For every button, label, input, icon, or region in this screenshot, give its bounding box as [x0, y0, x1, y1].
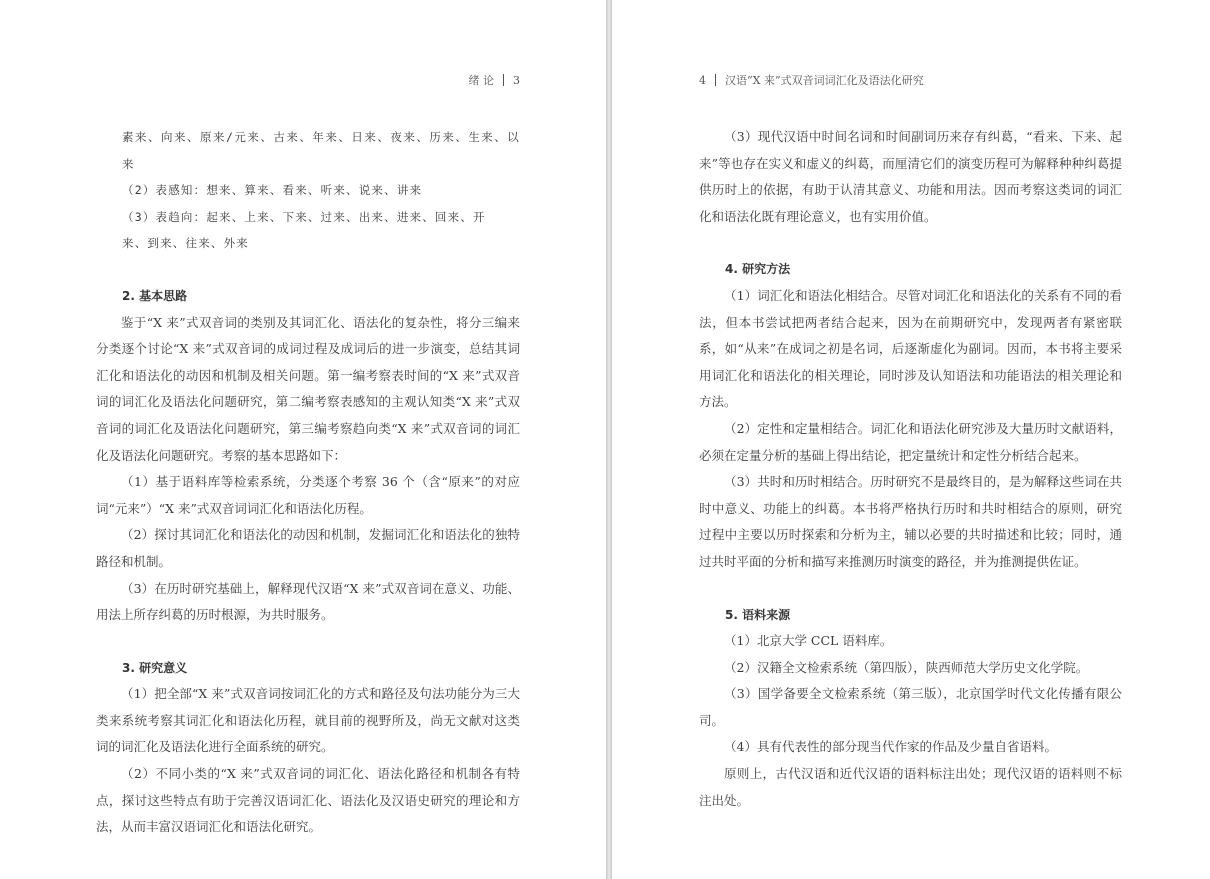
book-title: 汉语“X 来”式双音词词汇化及语法化研究 [725, 74, 924, 87]
list-line: （3）表趋向：起来、上来、下来、过来、出来、进来、回来、开 [122, 209, 486, 224]
left-body [96, 124, 520, 841]
paragraph: （3）共时和历时相结合。历时研究不是最终目的，是为解释这些词在共时中意义、功能上的纠葛。本书将严格执行历时和共时相结合的原则，研究过程中主要以历时探索和分析为主，辅以必要的共时描述和比较；同时，通过共时平面的分析和描写来推测历时演变的路径，并为推测提供佐证。 [699, 474, 1122, 569]
section-heading: 3. 研究意义 [122, 660, 188, 675]
paragraph: （1）北京大学 CCL 语料库。 [724, 633, 893, 649]
paragraph: （4）具有代表性的部分现当代作家的作品及少量自省语料。 [724, 739, 1057, 755]
paragraph: （3）国学备要全文检索系统（第三版），北京国学时代文化传播有限公司。 [699, 686, 1122, 728]
paragraph: （1）把全部“X 来”式双音词按词汇化的方式和路径及句法功能分为三大类来系统考察其词汇化和语法化历程，就目前的视野所及，尚无文献对这类词的词汇化及语法化进行全面系统的研究。 [96, 686, 520, 755]
paragraph: （2）不同小类的“X 来”式双音词的词汇化、语法化路径和机制各有特点，探讨这些特点有助于完善汉语词汇化、语法化及汉语史研究的理论和方法，从而丰富汉语词汇化和语法化研究。 [96, 766, 520, 835]
right-page [612, 0, 1210, 879]
right-body [699, 124, 1122, 814]
header-divider [503, 74, 504, 86]
word-list [122, 124, 520, 257]
running-header-right [699, 72, 924, 88]
paragraph: （3）在历时研究基础上，解释现代汉语“X 来”式双音词在意义、功能、用法上所存纠葛的历时根源，为共时服务。 [96, 580, 520, 623]
section-heading: 4. 研究方法 [725, 262, 791, 277]
page-number: 3 [513, 74, 520, 87]
page-number: 4 [699, 74, 706, 87]
list-line: （2）表感知：想来、算来、看来、听来、说来、讲来 [122, 183, 423, 198]
running-header-left [469, 72, 521, 88]
header-divider [715, 74, 716, 86]
paragraph: （3）现代汉语中时间名词和时间副词历来存有纠葛，“看来、下来、起来”等也存在实义和虚义的纠葛，而厘清它们的演变历程可为解释种种纠葛提供历时上的依据，有助于认清其意义、功能和用法。因而考察这类词的词汇化和语法化既有理论意义，也有实用价值。 [699, 129, 1122, 224]
paragraph: （2）汉籍全文检索系统（第四版），陕西师范大学历史文化学院。 [724, 659, 1089, 675]
paragraph: （2）探讨其词汇化和语法化的动因和机制，发掘词汇化和语法化的独特路径和机制。 [96, 527, 520, 569]
list-line: 素来、向来、原来/元来、古来、年来、日来、夜来、历来、生来、以来 [122, 130, 520, 171]
paragraph: （1）词汇化和语法化相结合。尽管对词汇化和语法化的关系有不同的看法，但本书尝试把两者结合起来，因为在前期研究中，发现两者有紧密联系，如“从来”在成词之初是名词，后逐渐虚化为副词。因而，本书将主要采用词汇化和语法化的相关理论，同时涉及认知语法和功能语法的相关理论和方法。 [699, 287, 1122, 410]
paragraph: 原则上，古代汉语和近代汉语的语料标注出处；现代汉语的语料则不标注出处。 [699, 766, 1122, 808]
paragraph: 鉴于“X 来”式双音词的类别及其词汇化、语法化的复杂性，将分三编来分类逐个讨论“X 来”式双音词的成词过程及成词后的进一步演变，总结其词汇化和语法化的动因和机制及相关问题。第一编考察表时间的“X 来”式双音词的词汇化及语法化问题研究，第二编考察表感知的主观认知类“X 来”式双音词的词汇化及语法化问题研究，第三编考察趋向类“X 来”式双音词的词汇化及语法化问题研究。考察的基本思路如下： [96, 314, 520, 463]
paragraph: （1）基于语料库等检索系统，分类逐个考察 36 个（含“原来”的对应词“元来”）“X 来”式双音词词汇化和语法化历程。 [96, 474, 520, 516]
list-line: 来、到来、往来、外来 [122, 236, 249, 251]
paragraph: （2）定性和定量相结合。词汇化和语法化研究涉及大量历时文献语料，必须在定量分析的基础上得出结论，把定量统计和定性分析结合起来。 [699, 420, 1122, 463]
section-heading: 2. 基本思路 [122, 288, 188, 303]
chapter-title: 绪 论 [468, 74, 494, 87]
section-heading: 5. 语料来源 [725, 607, 791, 622]
